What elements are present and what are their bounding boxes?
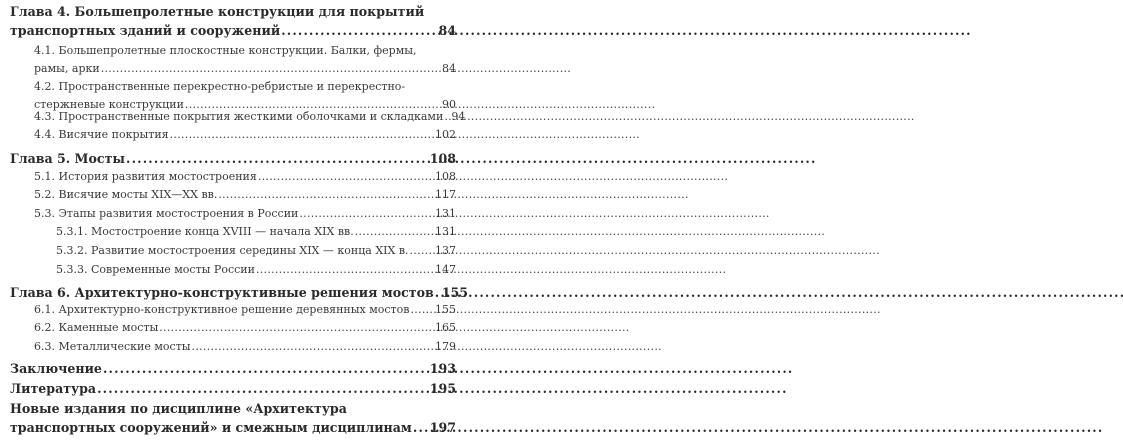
toc-title: 5.3. Этапы развития мостостроения в России [34,207,299,220]
dot-leader [170,128,434,141]
page-number: 108 [435,170,456,183]
page-number: 117 [435,188,456,201]
toc-title: Заключение [10,361,102,376]
page-number: 165 [435,321,456,334]
dot-leader [97,381,429,396]
dot-leader [103,361,429,376]
dot-leader [299,207,434,220]
page-number: 108 [429,151,456,166]
toc-title: 5.3.2. Развитие мостостроения середины XIX — конца XIX в. [56,244,409,257]
toc-title: транспортных сооружений» и смежным дисциплинам [10,420,412,435]
page-number: 131 [435,225,456,238]
dot-leader [101,62,441,75]
dot-leader [256,263,434,276]
toc-title: 5.3.1. Мостостроение конца XVIII — начала XIX вв. [56,225,354,238]
dot-leader [126,151,429,166]
toc-title: стержневые конструкции [34,98,184,111]
page-number: 155 [441,285,469,300]
page-number: 90 [442,98,456,111]
page-number: 137 [435,244,456,257]
dot-leader [258,170,434,183]
toc-title: 6.1. Архитектурно-конструктивное решение деревянных мостов [34,303,410,316]
dot-leader [281,23,437,38]
dot-leader [355,225,434,238]
toc-title: транспортных зданий и сооружений [10,23,281,38]
table-of-contents [0,0,469,436]
page-number: 102 [435,128,456,141]
dot-leader [192,340,434,353]
toc-title: 4.3. Пространственные покрытия жесткими оболочками и складками [34,110,444,123]
toc-title: 5.1. История развития мостостроения [34,170,257,183]
dot-leader [410,244,434,257]
toc-title: 5.2. Висячие мосты XIX—XX вв. [34,188,218,201]
page-number: 131 [435,207,456,220]
page-number: 94 [451,110,466,123]
toc-title: 4.4. Висячие покрытия [34,128,169,141]
toc-title: Новые издания по дисциплине «Архитектура [10,401,347,416]
toc-title: Глава 5. Мосты [10,151,125,166]
dot-leader [444,110,450,123]
page-number: 195 [429,381,456,396]
dot-leader [159,321,434,334]
toc-title: Глава 6. Архитектурно-конструктивные решения мостов [10,285,434,300]
page-number: 155 [435,303,456,316]
toc-title: рамы, арки [34,62,100,75]
page-number: 193 [429,361,456,376]
toc-title: 4.2. Пространственные перекрестно-ребристые и перекрестно- [34,80,406,93]
toc-title: Глава 4. Большепролетные конструкции для покрытий [10,4,425,19]
page-number: 84 [438,23,456,38]
toc-title: 4.1. Большепролетные плоскостные конструкции. Балки, фермы, [34,44,417,57]
toc-title: 6.2. Каменные мосты [34,321,159,334]
page-number: 84 [442,62,456,75]
dot-leader [218,188,434,201]
page-number: 179 [435,340,456,353]
page-number: 197 [429,420,456,435]
toc-title: 6.3. Металлические мосты [34,340,191,353]
toc-title: 5.3.3. Современные мосты России [56,263,255,276]
toc-title: Литература [10,381,97,396]
page-number: 147 [435,263,456,276]
dot-leader [435,285,441,300]
dot-leader [413,420,429,435]
dot-leader [410,303,434,316]
